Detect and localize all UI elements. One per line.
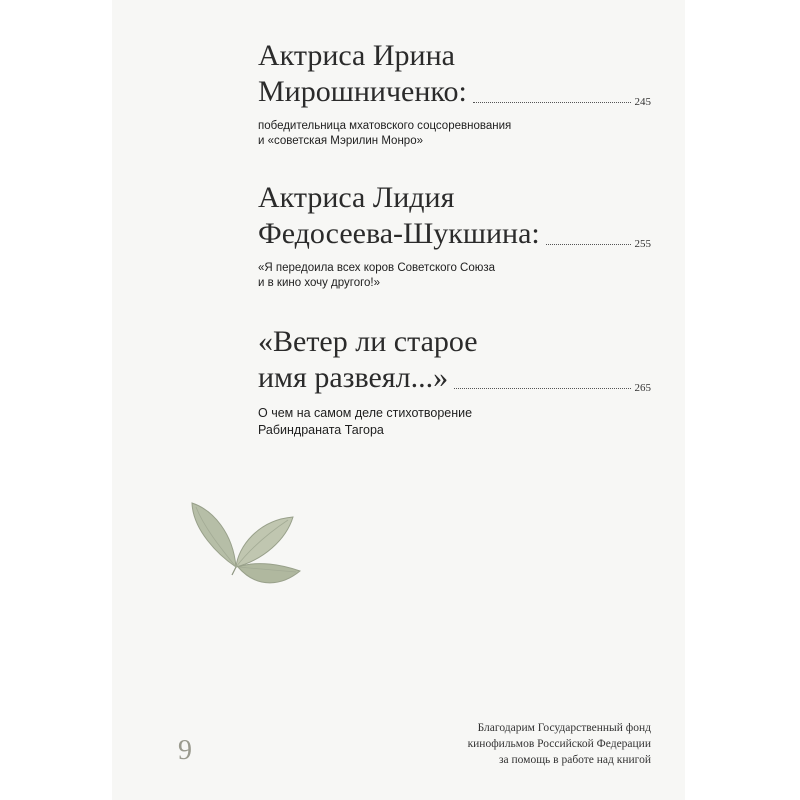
entry-title-line1: Актриса Ирина — [258, 39, 455, 72]
acknowledgement — [455, 720, 651, 768]
acknowledgement-line3: за помощь в работе над книгой — [498, 754, 651, 766]
page-number: 9 — [178, 735, 192, 766]
dot-leader — [473, 101, 631, 103]
leaf-sprig-icon — [188, 495, 308, 605]
entry-title-line2: Мирошниченко: — [258, 75, 467, 108]
toc-entry-2 — [258, 180, 651, 291]
acknowledgement-line2: кинофильмов Российской Федерации — [467, 738, 651, 750]
entry-page-number: 245 — [634, 96, 651, 108]
entry-page-number: 255 — [634, 238, 651, 250]
entry-page-number: 265 — [634, 382, 651, 394]
entry-title-line1: «Ветер ли старое — [258, 325, 478, 358]
entry-subtitle-line1: «Я передоила всех коров Советского Союза — [258, 262, 496, 274]
entry-title-line1: Актриса Лидия — [258, 181, 455, 214]
entry-subtitle-line2: и в кино хочу другого!» — [258, 277, 381, 289]
dot-leader — [454, 387, 630, 389]
toc-entry-3 — [258, 324, 651, 439]
toc-entry-1 — [258, 38, 651, 149]
acknowledgement-line1: Благодарим Государственный фонд — [477, 722, 651, 734]
entry-subtitle-line1: О чем на самом деле стихотворение — [258, 406, 473, 420]
entry-title-line2: Федосеева-Шукшина: — [258, 217, 540, 250]
entry-subtitle-line1: победительница мхатовского соцсоревнования — [258, 120, 512, 132]
entry-subtitle-line2: и «советская Мэрилин Монро» — [258, 135, 423, 147]
entry-title-line2: имя развеял...» — [258, 361, 449, 394]
dot-leader — [546, 243, 631, 245]
entry-subtitle-line2: Рабиндраната Тагора — [258, 423, 384, 437]
